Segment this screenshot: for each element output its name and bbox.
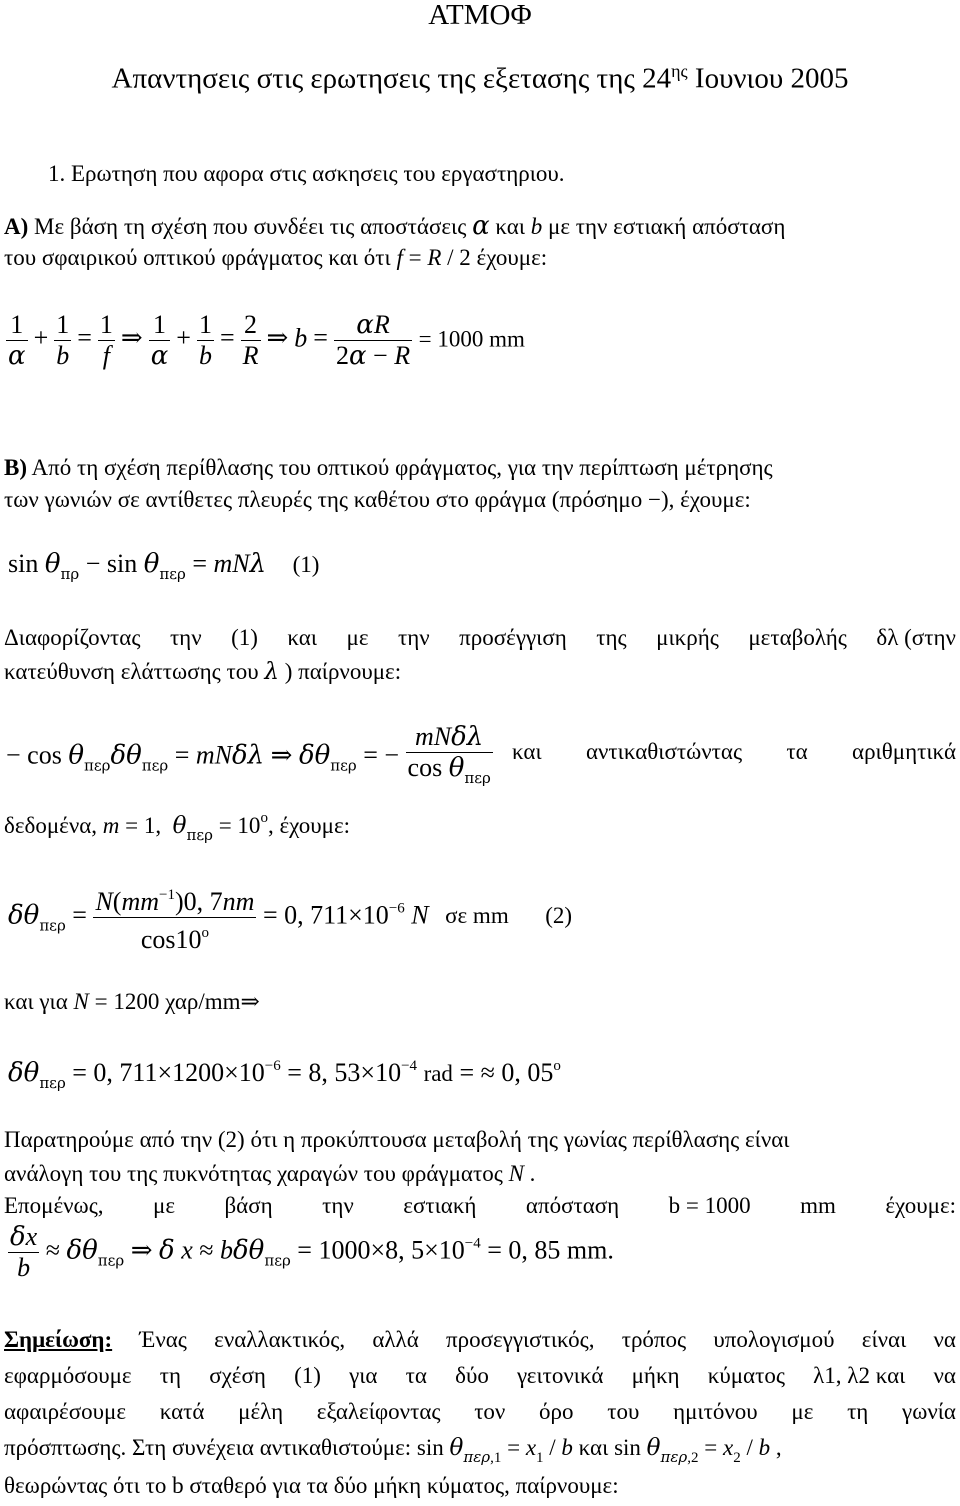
equation-grating: $\sin \theta_{\pi\rho} - \sin \theta_{\pi\varepsilon\rho} = mN\lambda$ (1) xyxy=(8,549,320,583)
part-a-line-1: Α) Με βάση τη σχέση που συνδέει τις αποστάσεις α και b με την εστιακή απόσταση xyxy=(4,211,786,241)
note-line-4: πρόσπτωσης. Στη συνέχεια αντικαθιστούμε: $\sin \theta_{\pi\varepsilon\rho,1} = x_1 / b$ και $\sin \theta_{\pi\varepsilon\rho,2} = x_2 / b$ , xyxy=(4,1435,782,1466)
equation-differential: − $\cos \theta_{\pi\varepsilon\rho}\delta\theta_{\pi\varepsilon\rho} = mN\delta\lambda$ ⇒ $\delta\theta_{\pi\varepsilon\rho}$ = − $\frac{\text{mNδλ}}{\cos \theta_{\pi\varepsilon\rho}}$ xyxy=(6,722,491,787)
therefore-line: Επομένως, με βάση την εστιακή απόσταση b = 1000 mm έχουμε: xyxy=(4,1193,956,1218)
and-for-line: και για N = 1200 χαρ/mm⇒ xyxy=(4,989,260,1014)
note-line-2: εφαρμόσουμε τη σχέση (1) για τα δύο γειτονικά μήκη κύματος λ1, λ2 και να xyxy=(4,1363,956,1388)
note-line-3: αφαιρέσουμε κατά μέλη εξαλείφοντας τον όρο του ημιτόνου με τη γωνία xyxy=(4,1399,956,1424)
document-subtitle: Απαντησεις στις ερωτησεις της εξετασης της $24^{\eta\varsigma}$ Ιουνιου 2005 xyxy=(111,61,849,95)
note-line-5: θεωρώντας ότι το b σταθερό για τα δύο μήκη κύματος, παίρνουμε: xyxy=(4,1473,619,1498)
equation-4: $\frac{\delta x}{b}$ ≈ $\delta\theta_{\pi\varepsilon\rho}$ ⇒ δ x ≈ bδθ$_{\pi\varepsilon\rho}$ = 1000×8, $5\times 10^{-4} = 0$, 85 mm. xyxy=(10,1222,614,1282)
diff-line-1: Διαφορίζοντας την (1) και με την προσέγγιση της μικρής μεταβολής δλ (στην xyxy=(4,625,956,650)
note-line-1: Σημείωση: Ένας εναλλακτικός, αλλά προσεγγιστικός, τρόπος υπολογισμού είναι να xyxy=(4,1327,956,1352)
observation-1: Παρατηρούμε από την (2) ότι η προκύπτουσα μεταβολή της γωνίας περίθλασης είναι xyxy=(4,1127,790,1152)
equation-lens: $\frac{1}{\alpha}$ + $\frac{1}{b}$ = $\frac{1}{f}$ ⇒ $\frac{1}{\alpha}$ + $\frac{1}{b}$ = $\frac{2}{R}$ ⇒ b = $\frac{\alpha R}{2\alpha - R}$ = 1000 mm xyxy=(8,310,525,371)
question-1: 1. Ερωτηση που αφορα στις ασκησεις του εργαστηριου. xyxy=(48,161,565,186)
document-title: ΑΤΜΟΦ xyxy=(428,0,532,31)
data-line: δεδομένα, m = 1, $\theta_{\pi\varepsilon\rho} = 10^o$, έχουμε: xyxy=(4,810,351,844)
part-a-line-2: του σφαιρικού οπτικού φράγματος και ότι f = R / 2 έχουμε: xyxy=(4,245,548,270)
part-b-line-2: των γωνιών σε αντίθετες πλευρές της καθέτου στο φράγμα (πρόσημο −), έχουμε: xyxy=(4,487,751,512)
observation-2: ανάλογη του της πυκνότητας χαραγών του φράγματος N . xyxy=(4,1161,536,1186)
replace-words: και αντικαθιστώντας τα αριθμητικά xyxy=(512,739,956,764)
part-b-line-1: Β) Από τη σχέση περίθλασης του οπτικού φράγματος, για την περίπτωση μέτρησης xyxy=(4,455,773,480)
equation-2: $\delta\theta_{\pi\varepsilon\rho}$ = $\frac{N(mm^{-1})0, 7nm}{\cos 10^o}$ = 0, $711\times 10^{-6}$ N σε mm (2) xyxy=(8,880,572,955)
equation-3: $\delta\theta_{\pi\varepsilon\rho} = 0$, $711\times 1200\times 10^{-6} = 8$, $53\times 10^{-4}$ rad = ≈ 0, $05^o$ xyxy=(8,1058,561,1092)
diff-line-2: κατεύθυνση ελάττωσης του λ ) παίρνουμε: xyxy=(4,659,402,685)
